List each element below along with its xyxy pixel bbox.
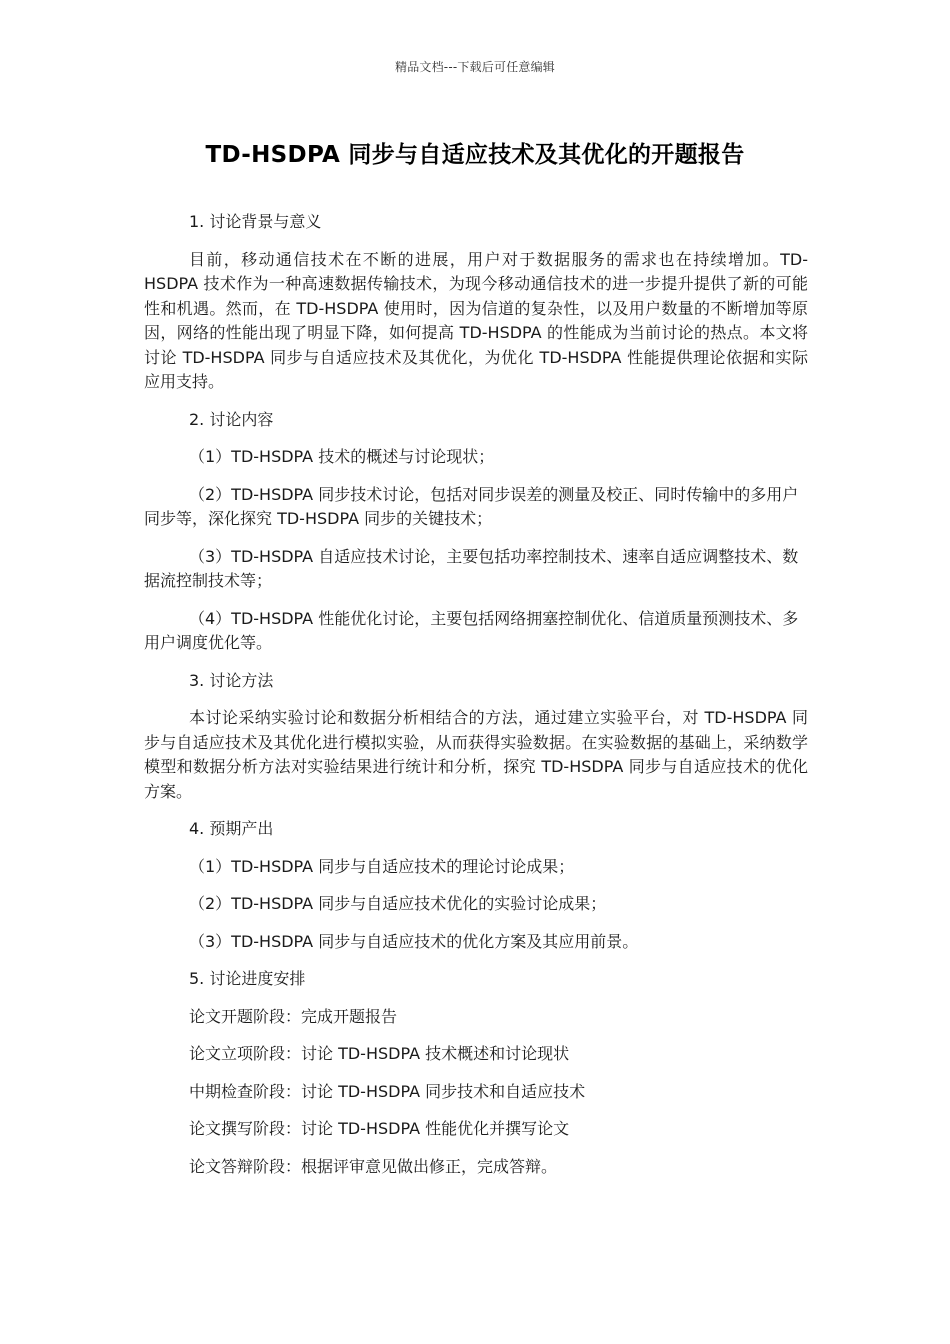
section-heading-background: 1. 讨论背景与意义 xyxy=(189,212,322,231)
outcome-item-3: （3）TD-HSDPA 同步与自适应技术的优化方案及其应用前景。 xyxy=(189,931,639,951)
schedule-item-2: 论文立项阶段：讨论 TD-HSDPA 技术概述和讨论现状 xyxy=(189,1044,570,1063)
section-heading-content: 2. 讨论内容 xyxy=(189,409,274,429)
schedule-item-4: 论文撰写阶段：讨论 TD-HSDPA 性能优化并撰写论文 xyxy=(189,1119,570,1138)
schedule-item-1: 论文开题阶段：完成开题报告 xyxy=(189,1006,398,1026)
content-item-3: （3）TD-HSDPA 自适应技术讨论，主要包括功率控制技术、速率自适应调整技术、数据流控制技术等； xyxy=(144,546,799,590)
schedule-item-3: 中期检查阶段：讨论 TD-HSDPA 同步技术和自适应技术 xyxy=(189,1081,586,1101)
section-heading-outcomes: 4. 预期产出 xyxy=(189,819,274,838)
content-item-4: （4）TD-HSDPA 性能优化讨论，主要包括网络拥塞控制优化、信道质量预测技术、多用户调度优化等。 xyxy=(144,608,799,652)
content-item-2: （2）TD-HSDPA 同步技术讨论，包括对同步误差的测量及校正、同时传输中的多用户同步等，深化探究 TD-HSDPA 同步的关键技术； xyxy=(144,484,799,528)
content-item-1: （1）TD-HSDPA 技术的概述与讨论现状； xyxy=(189,447,495,466)
document-body xyxy=(144,210,808,1192)
outcome-item-1: （1）TD-HSDPA 同步与自适应技术的理论讨论成果； xyxy=(189,856,575,876)
outcome-item-2: （2）TD-HSDPA 同步与自适应技术优化的实验讨论成果； xyxy=(189,894,607,913)
section-heading-schedule: 5. 讨论进度安排 xyxy=(189,969,306,988)
page-header-note: 精品文档---下载后可任意编辑 xyxy=(395,60,555,74)
document-title: TD-HSDPA 同步与自适应技术及其优化的开题报告 xyxy=(205,142,745,168)
schedule-item-5: 论文答辩阶段：根据评审意见做出修正，完成答辩。 xyxy=(189,1156,558,1176)
section-paragraph-background: 目前，移动通信技术在不断的进展，用户对于数据服务的需求也在持续增加。TD-HSDPA 技术作为一种高速数据传输技术，为现今移动通信技术的进一步提升提供了新的可能性和机遇。然而，在 TD-HSDPA 使用时，因为信道的复杂性，以及用户数量的不断增加等原因，网络的性能出现了明显下降，如何提高 TD-HSDPA 的性能成为当前讨论的热点。本文将讨论 TD-HSDPA 同步与自适应技术及其优化，为优化 TD-HSDPA 性能提供理论依据和实际应用支持。 xyxy=(144,249,808,391)
section-heading-method: 3. 讨论方法 xyxy=(189,670,274,690)
section-paragraph-method: 本讨论采纳实验讨论和数据分析相结合的方法，通过建立实验平台，对 TD-HSDPA 同步与自适应技术及其优化进行模拟实验，从而获得实验数据。在实验数据的基础上，采纳数学模型和数据分析方法对实验结果进行统计和分析，探究 TD-HSDPA 同步与自适应技术的优化方案。 xyxy=(144,708,808,801)
